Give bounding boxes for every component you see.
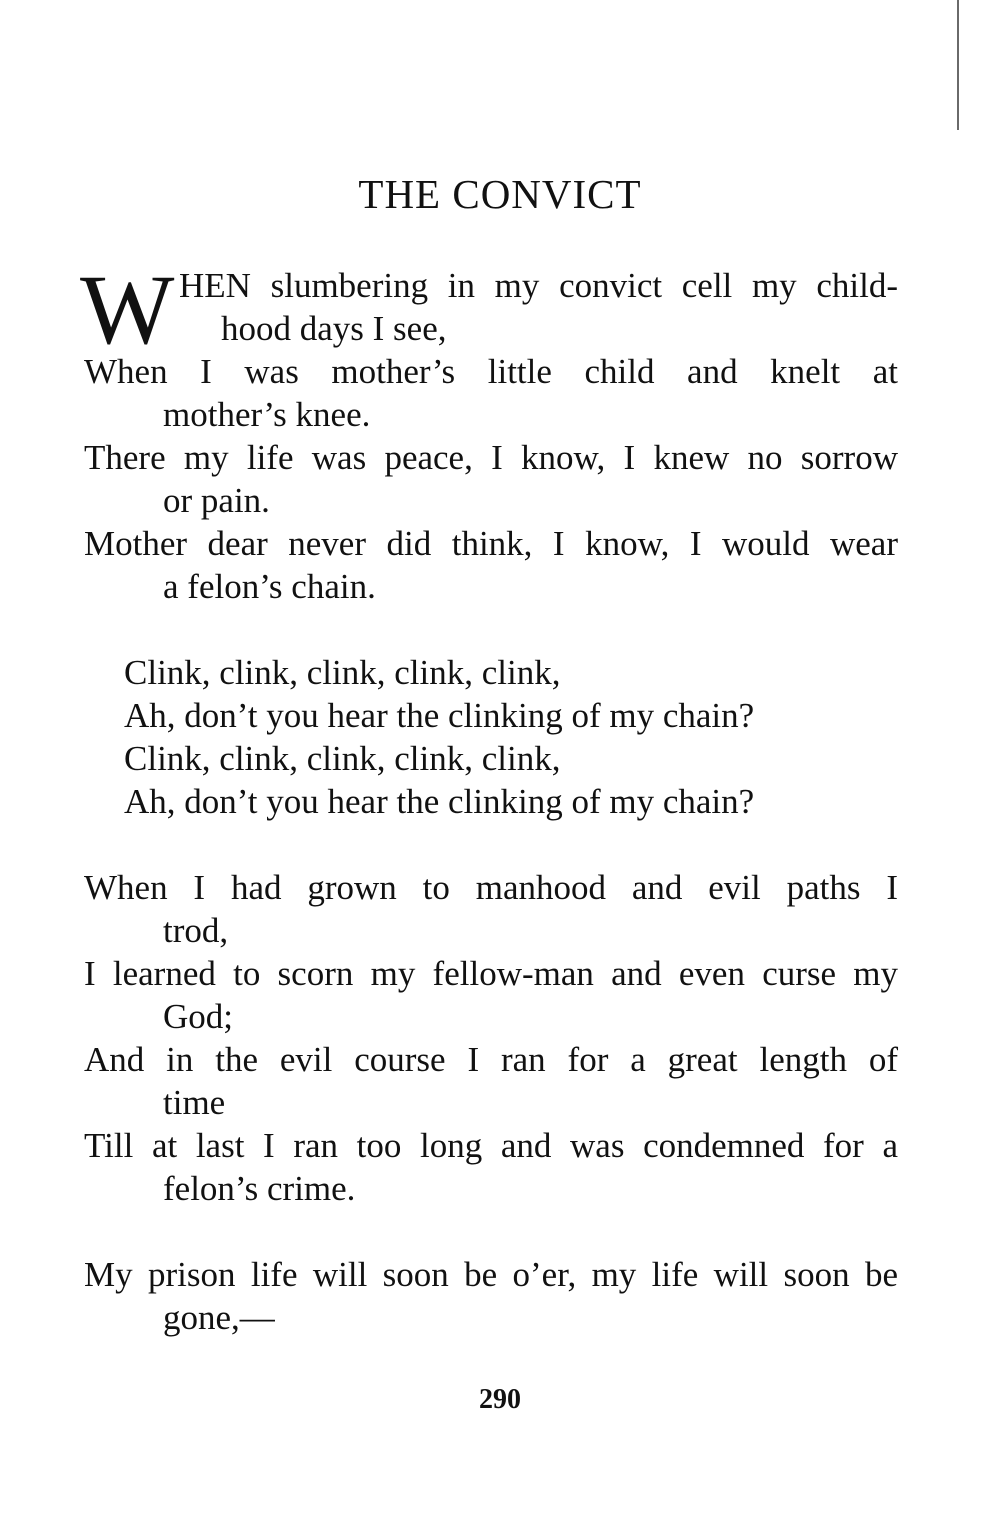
stanza-2: [84, 866, 898, 1210]
verse-line: And in the evil course I ran for a great length of: [84, 1040, 898, 1079]
verse-line: My prison life will soon be o’er, my life will soon be: [84, 1255, 898, 1294]
verse-line-continuation: a felon’s chain.: [163, 567, 376, 606]
stanza-1: [84, 350, 898, 608]
verse-line: When I had grown to manhood and evil paths I: [84, 868, 898, 907]
verse-line: Till at last I ran too long and was condemned for a: [84, 1126, 898, 1165]
verse-line-continuation: time: [163, 1083, 226, 1122]
verse-line-continuation: trod,: [163, 911, 229, 950]
poem-body: [80, 254, 898, 1339]
first-line-continuation: hood days I see,: [221, 309, 447, 348]
verse-line-continuation: God;: [163, 997, 233, 1036]
first-line-text: HEN slumbering in my convict cell my child-: [179, 266, 898, 305]
first-line: [80, 254, 898, 365]
verse-line-continuation: or pain.: [163, 481, 270, 520]
verse-line: Mother dear never did think, I know, I would wear: [84, 524, 898, 563]
page-edge-line: [957, 0, 959, 130]
stanza-3: [84, 1253, 898, 1339]
verse-line-continuation: felon’s crime.: [163, 1169, 356, 1208]
verse-line: When I was mother’s little child and knelt at: [84, 352, 898, 391]
refrain-line: Clink, clink, clink, clink, clink,: [124, 739, 561, 778]
verse-line-continuation: gone,—: [163, 1298, 275, 1337]
verse-line-continuation: mother’s knee.: [163, 395, 371, 434]
refrain: [84, 651, 898, 823]
drop-cap: W: [80, 254, 167, 365]
refrain-line: Clink, clink, clink, clink, clink,: [124, 653, 561, 692]
refrain-line: Ah, don’t you hear the clinking of my chain?: [124, 782, 755, 821]
verse-line: There my life was peace, I know, I knew no sorrow: [84, 438, 898, 477]
verse-line: I learned to scorn my fellow-man and even curse my: [84, 954, 898, 993]
page-number: 290: [479, 1384, 521, 1415]
refrain-line: Ah, don’t you hear the clinking of my chain?: [124, 696, 755, 735]
poem-title: THE CONVICT: [358, 171, 642, 217]
